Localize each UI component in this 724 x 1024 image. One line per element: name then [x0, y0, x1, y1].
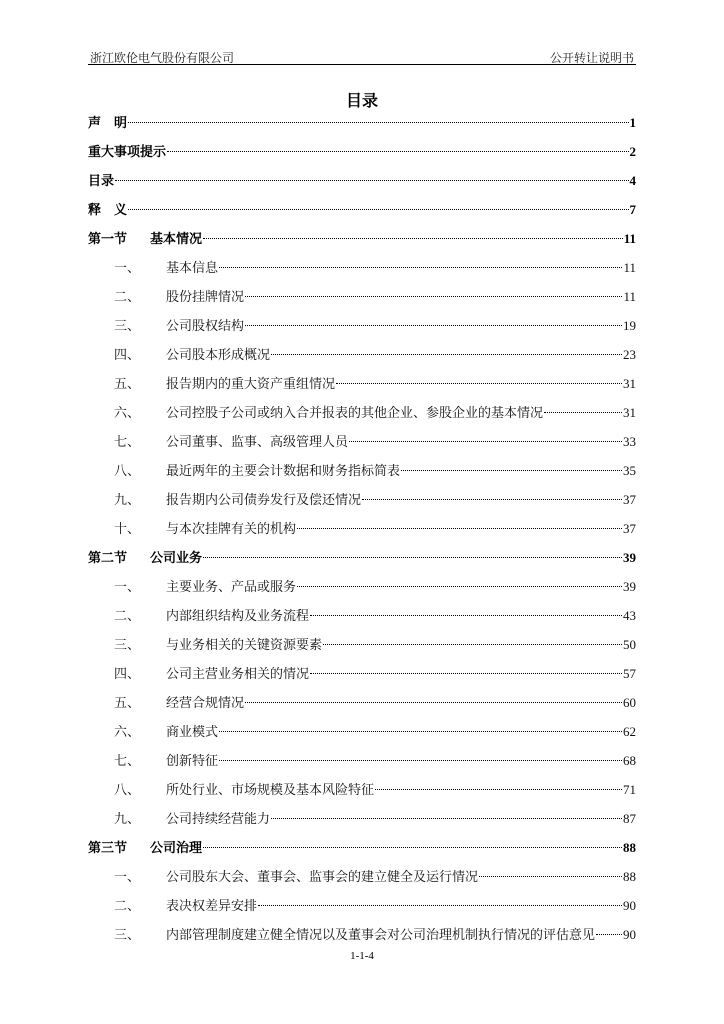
toc-section-entry[interactable]	[88, 137, 636, 166]
toc-subsection-entry[interactable]	[88, 340, 636, 369]
toc-subsection-entry[interactable]	[88, 775, 636, 804]
toc-entry-title: 公司董事、监事、高级管理人员	[166, 435, 349, 450]
toc-subsection-entry[interactable]	[88, 282, 636, 311]
toc-entry-page: 62	[623, 724, 636, 739]
toc-dot-leader	[297, 586, 622, 587]
toc-dot-leader	[544, 412, 622, 413]
toc-entry-title: 所处行业、市场规模及基本风险特征	[166, 783, 375, 798]
toc-subsection-entry[interactable]	[88, 630, 636, 659]
toc-subsection-entry[interactable]	[88, 456, 636, 485]
toc-entry-number: 三、	[114, 928, 141, 943]
table-of-contents	[88, 108, 636, 949]
toc-section-entry[interactable]	[88, 108, 636, 137]
toc-entry-page: 11	[623, 260, 636, 275]
toc-entry-title: 公司主营业务相关的情况	[166, 667, 310, 682]
toc-entry-title: 公司控股子公司或纳入合并报表的其他企业、参股企业的基本情况	[166, 406, 544, 421]
toc-subsection-entry[interactable]	[88, 427, 636, 456]
toc-entry-title: 公司持续经营能力	[166, 812, 271, 827]
toc-subsection-entry[interactable]	[88, 804, 636, 833]
toc-entry-number: 九、	[114, 493, 141, 508]
toc-dot-leader	[245, 296, 622, 297]
toc-entry-number: 五、	[114, 696, 141, 711]
toc-entry-number: 四、	[114, 348, 141, 363]
toc-entry-title: 重大事项提示	[88, 145, 167, 160]
toc-subsection-entry[interactable]	[88, 862, 636, 891]
toc-dot-leader	[245, 325, 622, 326]
toc-dot-leader	[128, 122, 628, 123]
toc-entry-number: 第二节	[88, 551, 128, 566]
toc-section-entry[interactable]	[88, 224, 636, 253]
toc-entry-title: 股份挂牌情况	[166, 290, 245, 305]
toc-entry-page: 19	[623, 318, 636, 333]
toc-dot-leader	[310, 615, 622, 616]
toc-subsection-entry[interactable]	[88, 659, 636, 688]
toc-entry-title: 表决权差异安排	[166, 899, 258, 914]
toc-entry-title: 报告期内的重大资产重组情况	[166, 377, 336, 392]
toc-entry-page: 1	[629, 115, 636, 130]
toc-dot-leader	[323, 644, 622, 645]
toc-section-entry[interactable]	[88, 833, 636, 862]
toc-entry-page: 23	[623, 347, 636, 362]
toc-subsection-entry[interactable]	[88, 398, 636, 427]
toc-entry-title: 公司股东大会、董事会、监事会的建立健全及运行情况	[166, 870, 479, 885]
toc-entry-page: 11	[623, 231, 636, 246]
toc-entry-page: 71	[623, 782, 636, 797]
toc-entry-number: 二、	[114, 290, 141, 305]
toc-subsection-entry[interactable]	[88, 717, 636, 746]
toc-subsection-entry[interactable]	[88, 485, 636, 514]
toc-entry-title: 经营合规情况	[166, 696, 245, 711]
toc-entry-number: 二、	[114, 609, 141, 624]
toc-entry-page: 33	[623, 434, 636, 449]
toc-entry-title: 释 义	[88, 203, 128, 218]
toc-entry-title: 公司股权结构	[166, 319, 245, 334]
toc-dot-leader	[115, 180, 628, 181]
toc-entry-title: 与业务相关的关键资源要素	[166, 638, 323, 653]
toc-subsection-entry[interactable]	[88, 688, 636, 717]
toc-entry-page: 31	[623, 376, 636, 391]
toc-entry-title: 报告期内公司债券发行及偿还情况	[166, 493, 362, 508]
toc-entry-page: 35	[623, 463, 636, 478]
toc-entry-number: 六、	[114, 725, 141, 740]
toc-entry-title: 商业模式	[166, 725, 219, 740]
toc-dot-leader	[596, 934, 622, 935]
header-company-name: 浙江欧伦电气股份有限公司	[90, 51, 235, 65]
toc-subsection-entry[interactable]	[88, 311, 636, 340]
toc-entry-page: 39	[623, 579, 636, 594]
toc-entry-page: 60	[623, 695, 636, 710]
toc-entry-page: 90	[623, 927, 636, 942]
toc-dot-leader	[362, 499, 622, 500]
toc-entry-number: 五、	[114, 377, 141, 392]
toc-entry-number: 三、	[114, 319, 141, 334]
toc-entry-title: 创新特征	[166, 754, 219, 769]
toc-entry-number: 第三节	[88, 841, 128, 856]
toc-entry-page: 39	[623, 550, 636, 565]
toc-dot-leader	[479, 876, 622, 877]
toc-entry-number: 八、	[114, 783, 141, 798]
toc-entry-title: 目录	[88, 174, 115, 189]
toc-entry-number: 一、	[114, 580, 141, 595]
toc-entry-page: 2	[629, 144, 636, 159]
toc-entry-page: 90	[623, 898, 636, 913]
toc-section-entry[interactable]	[88, 543, 636, 572]
toc-entry-page: 87	[623, 811, 636, 826]
toc-entry-page: 7	[629, 202, 636, 217]
toc-entry-number: 六、	[114, 406, 141, 421]
toc-entry-title: 基本信息	[166, 261, 219, 276]
toc-entry-page: 57	[623, 666, 636, 681]
toc-dot-leader	[219, 267, 622, 268]
toc-dot-leader	[271, 818, 622, 819]
toc-entry-page: 43	[623, 608, 636, 623]
toc-entry-number: 三、	[114, 638, 141, 653]
toc-dot-leader	[349, 441, 622, 442]
header-document-type: 公开转让说明书	[549, 51, 634, 65]
toc-entry-number: 七、	[114, 754, 141, 769]
toc-dot-leader	[203, 557, 622, 558]
toc-entry-number: 第一节	[88, 232, 128, 247]
toc-section-entry[interactable]	[88, 195, 636, 224]
toc-dot-leader	[375, 789, 622, 790]
toc-entry-number: 七、	[114, 435, 141, 450]
toc-entry-number: 二、	[114, 899, 141, 914]
toc-subsection-entry[interactable]	[88, 601, 636, 630]
toc-section-entry[interactable]	[88, 166, 636, 195]
toc-entry-title: 主要业务、产品或服务	[166, 580, 297, 595]
toc-entry-title: 公司治理	[150, 841, 203, 856]
toc-dot-leader	[203, 238, 623, 239]
toc-entry-page: 37	[623, 521, 636, 536]
toc-entry-page: 11	[623, 289, 636, 304]
toc-entry-title: 声 明	[88, 116, 128, 131]
toc-entry-page: 50	[623, 637, 636, 652]
page-number: 1-1-4	[350, 950, 374, 962]
toc-entry-page: 31	[623, 405, 636, 420]
toc-subsection-entry[interactable]	[88, 746, 636, 775]
toc-dot-leader	[128, 209, 628, 210]
toc-entry-title: 公司股本形成概况	[166, 348, 271, 363]
toc-dot-leader	[219, 731, 622, 732]
toc-dot-leader	[245, 702, 622, 703]
toc-entry-number: 一、	[114, 261, 141, 276]
toc-dot-leader	[310, 673, 622, 674]
toc-entry-page: 88	[623, 840, 636, 855]
toc-entry-page: 37	[623, 492, 636, 507]
toc-entry-page: 88	[623, 869, 636, 884]
toc-entry-title: 与本次挂牌有关的机构	[166, 522, 297, 537]
toc-dot-leader	[401, 470, 622, 471]
toc-entry-title: 内部组织结构及业务流程	[166, 609, 310, 624]
toc-dot-leader	[219, 760, 622, 761]
toc-dot-leader	[258, 905, 622, 906]
toc-subsection-entry[interactable]	[88, 572, 636, 601]
toc-entry-title: 内部管理制度建立健全情况以及董事会对公司治理机制执行情况的评估意见	[166, 928, 596, 943]
page-title: 目录	[345, 91, 378, 110]
toc-dot-leader	[203, 847, 622, 848]
toc-entry-title: 公司业务	[150, 551, 203, 566]
toc-dot-leader	[336, 383, 622, 384]
toc-subsection-entry[interactable]	[88, 891, 636, 920]
toc-entry-title: 最近两年的主要会计数据和财务指标简表	[166, 464, 401, 479]
toc-dot-leader	[271, 354, 622, 355]
toc-entry-title: 基本情况	[150, 232, 203, 247]
toc-subsection-entry[interactable]	[88, 253, 636, 282]
toc-subsection-entry[interactable]	[88, 920, 636, 949]
toc-entry-number: 四、	[114, 667, 141, 682]
toc-entry-number: 八、	[114, 464, 141, 479]
toc-entry-number: 一、	[114, 870, 141, 885]
toc-entry-page: 68	[623, 753, 636, 768]
toc-entry-number: 九、	[114, 812, 141, 827]
toc-subsection-entry[interactable]	[88, 369, 636, 398]
page-header	[88, 44, 636, 65]
toc-dot-leader	[297, 528, 622, 529]
toc-entry-number: 十、	[114, 522, 141, 537]
toc-dot-leader	[167, 151, 628, 152]
toc-entry-page: 4	[629, 173, 636, 188]
toc-subsection-entry[interactable]	[88, 514, 636, 543]
